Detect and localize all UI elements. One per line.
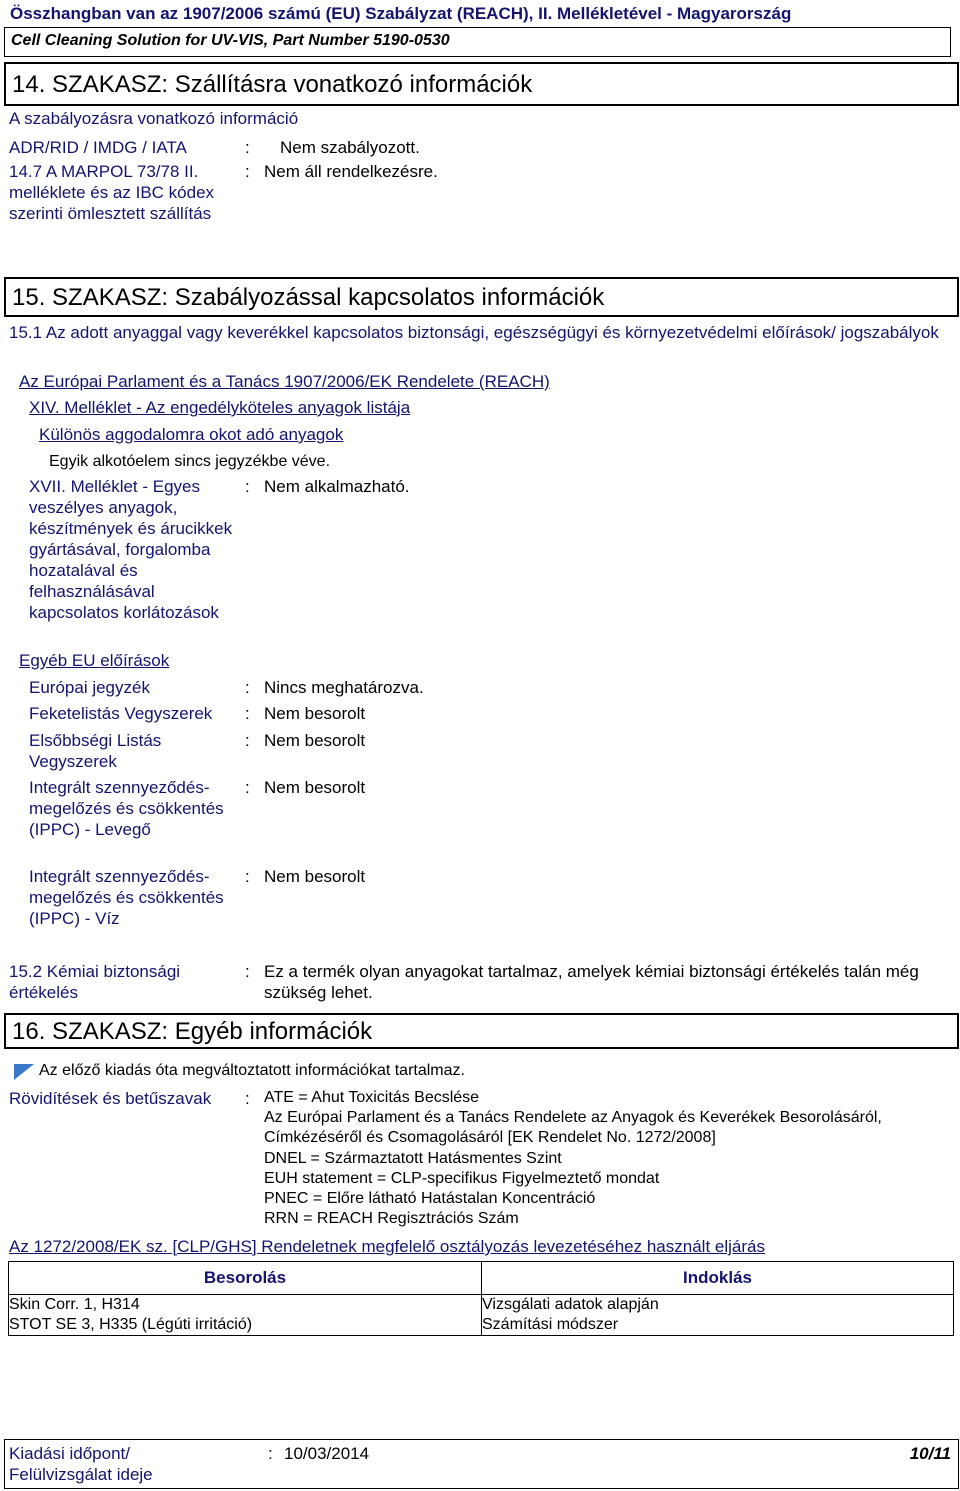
adr-label: ADR/RID / IMDG / IATA: [9, 138, 187, 157]
table-row: [9, 1295, 954, 1336]
section-15-heading-box: [4, 277, 959, 317]
csa-label: 15.2 Kémiai biztonsági értékelés: [9, 962, 181, 1002]
other-eu-heading: Egyéb EU előírások: [19, 651, 170, 670]
classification-value: Skin Corr. 1, H314: [9, 1296, 140, 1313]
justification-value: Vizsgálati adatok alapján: [482, 1296, 659, 1313]
classification-column-header: Besorolás: [9, 1262, 482, 1295]
changed-note: Az előző kiadás óta megváltoztatott információkat tartalmaz.: [39, 1062, 465, 1079]
ippc-water-label: Integrált szennyeződés-megelőzés és csökkentés (IPPC) - Víz: [29, 867, 224, 928]
section-15-heading: 15. SZAKASZ: Szabályozással kapcsolatos információk: [12, 284, 605, 311]
clp-procedure-heading: Az 1272/2008/EK sz. [CLP/GHS] Rendeletnek megfelelő osztályozás levezetéséhez használt eljárás: [9, 1237, 765, 1256]
annex-xvii-colon: :: [245, 477, 250, 496]
footer-date: 10/03/2014: [284, 1444, 370, 1463]
classification-cell: [9, 1295, 482, 1336]
abbreviations-colon: :: [245, 1089, 250, 1108]
classification-value: STOT SE 3, H335 (Légúti irritáció): [9, 1316, 253, 1333]
csa-value: Ez a termék olyan anyagokat tartalmaz, amelyek kémiai biztonsági értékelés talán még szükség lehet.: [264, 962, 919, 1002]
abbreviations-label: Rövidítések és betűszavak: [9, 1089, 212, 1108]
marpol-label: 14.7 A MARPOL 73/78 II. melléklete és az IBC kódex szerinti ömlesztett szállítás: [9, 162, 215, 223]
abbreviations-list: [264, 1088, 954, 1229]
justification-value: Számítási módszer: [482, 1316, 619, 1333]
abbreviation-item: DNEL = Származtatott Hatásmentes Szint: [264, 1149, 562, 1167]
footer-date-label: Kiadási időpont/ Felülvizsgálat ideje: [9, 1444, 153, 1484]
abbreviation-item: Az Európai Parlament és a Tanács Rendelete az Anyagok és Keverékek Besorolásáról, Címkézéséről és Csomagolásáról [EK Rendelet No. 1272/2008]: [264, 1109, 882, 1147]
regulatory-info-subheading: A szabályozásra vonatkozó információ: [9, 109, 299, 128]
marpol-colon: :: [245, 162, 250, 181]
eu-inventory-colon: :: [245, 678, 250, 697]
page-number: 10/11: [909, 1444, 951, 1463]
justification-cell: [482, 1295, 954, 1336]
ippc-water-value: Nem besorolt: [264, 867, 366, 886]
eu-inventory-label: Európai jegyzék: [29, 678, 150, 697]
product-name-box: [4, 27, 951, 57]
svhc-heading: Különös aggodalomra okot adó anyagok: [39, 425, 344, 444]
section-16-heading-box: [4, 1013, 959, 1049]
document-title: Összhangban van az 1907/2006 számú (EU) Szabályzat (REACH), II. Mellékletével - Magyarország: [10, 4, 792, 23]
justification-column-header: Indoklás: [482, 1262, 954, 1295]
ippc-air-colon: :: [245, 778, 250, 797]
csa-colon: :: [245, 962, 250, 981]
abbreviation-item: RRN = REACH Regisztrációs Szám: [264, 1210, 519, 1228]
section-16-heading: 16. SZAKASZ: Egyéb információk: [12, 1018, 373, 1045]
eu-inventory-value: Nincs meghatározva.: [264, 678, 424, 697]
marpol-value: Nem áll rendelkezésre.: [264, 162, 438, 181]
annex-xvii-value: Nem alkalmazható.: [264, 477, 410, 496]
svhc-note: Egyik alkotóelem sincs jegyzékbe véve.: [49, 453, 331, 470]
priority-list-label: Elsőbbségi Listás Vegyszerek: [29, 731, 162, 771]
priority-list-value: Nem besorolt: [264, 731, 366, 750]
section-15-1-heading: 15.1 Az adott anyaggal vagy keverékkel kapcsolatos biztonsági, egészségügyi és környezetvédelmi előírások/ jogszabályok: [9, 323, 939, 342]
annex-xvii-label: XVII. Melléklet - Egyes veszélyes anyagok, készítmények és árucikkek gyártásával, forgalomba hozatalával és felhasználásával kapcsolatos korlátozások: [29, 477, 233, 622]
section-14-heading-box: [4, 62, 959, 106]
reach-heading: Az Európai Parlament és a Tanács 1907/2006/EK Rendelete (REACH): [19, 372, 550, 391]
abbreviation-item: ATE = Ahut Toxicitás Becslése: [264, 1089, 480, 1106]
ippc-water-colon: :: [245, 867, 250, 886]
ippc-air-label: Integrált szennyeződés-megelőzés és csökkentés (IPPC) - Levegő: [29, 778, 224, 839]
ippc-air-value: Nem besorolt: [264, 778, 366, 797]
revision-flag-icon: [14, 1064, 34, 1080]
blacklist-colon: :: [245, 704, 250, 723]
blacklist-value: Nem besorolt: [264, 704, 366, 723]
product-name: Cell Cleaning Solution for UV-VIS, Part Number 5190-0530: [11, 32, 450, 49]
blacklist-label: Feketelistás Vegyszerek: [29, 704, 213, 723]
adr-colon: :: [245, 138, 250, 157]
section-14-heading: 14. SZAKASZ: Szállításra vonatkozó információk: [12, 71, 533, 98]
footer-colon: :: [268, 1444, 273, 1463]
classification-table: [8, 1261, 954, 1336]
annex-xiv-heading: XIV. Melléklet - Az engedélyköteles anyagok listája: [29, 398, 411, 417]
adr-value: Nem szabályozott.: [280, 138, 420, 157]
abbreviation-item: EUH statement = CLP-specifikus Figyelmeztető mondat: [264, 1169, 660, 1187]
priority-list-colon: :: [245, 731, 250, 750]
abbreviation-item: PNEC = Előre látható Hatástalan Koncentráció: [264, 1190, 596, 1208]
